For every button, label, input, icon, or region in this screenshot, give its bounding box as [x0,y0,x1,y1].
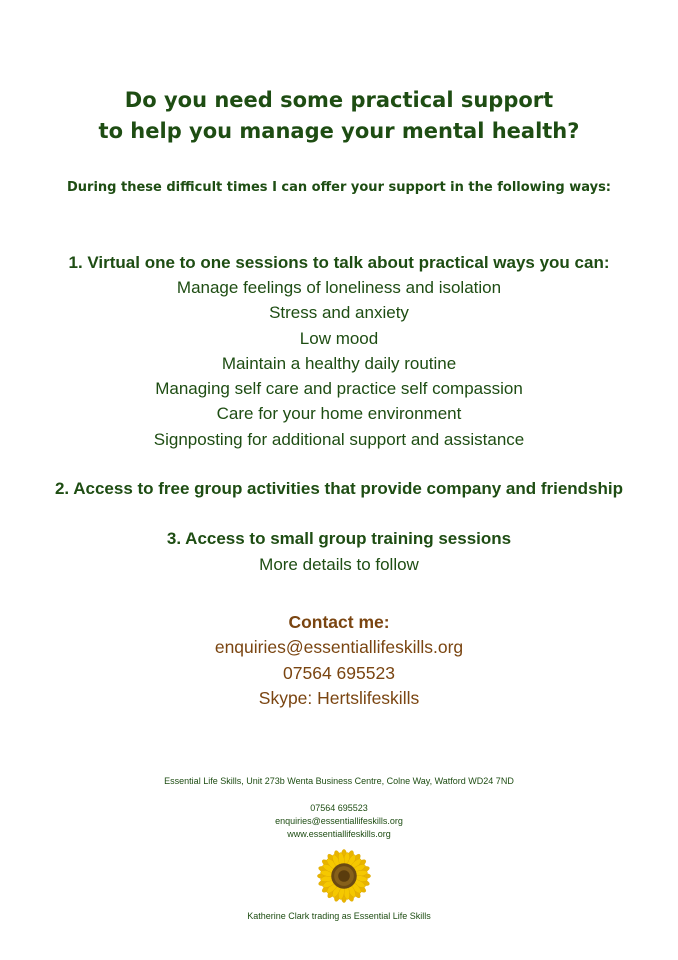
section-1-list [0,275,678,452]
list-item: Maintain a healthy daily routine [221,353,457,373]
intro-text: During these difficult times I can offer your support in the following ways: [66,180,612,195]
list-item: Care for your home environment [216,404,462,424]
section-2-heading: 2. Access to free group activities that provide company and friendship [54,479,624,498]
footer-address: Essential Life Skills, Unit 273b Wenta Business Centre, Colne Way, Watford WD24 7ND [164,776,514,786]
list-item: Low mood [299,328,379,348]
contact-phone[interactable]: 07564 695523 [283,662,395,683]
footer-phone[interactable]: 07564 695523 [310,803,368,813]
section-1-heading: 1. Virtual one to one sessions to talk about practical ways you can: [68,253,610,272]
footer-trading-name: Katherine Clark trading as Essential Life Skills [247,911,431,921]
footer-email[interactable]: enquiries@essentiallifeskills.org [275,816,403,826]
contact-details [0,635,678,712]
contact-email[interactable]: enquiries@essentiallifeskills.org [214,637,464,657]
list-item: Managing self care and practice self compassion [155,379,523,399]
contact-skype: Skype: Hertslifeskills [258,688,420,708]
contact-heading: Contact me: [288,612,390,632]
page-title [0,85,678,147]
title-line-2: to help you manage your mental health? [98,119,580,143]
list-item: Manage feelings of loneliness and isolation [176,278,502,297]
title-line-1: Do you need some practical support [124,88,554,112]
footer-contact [0,802,678,841]
section-3-heading: 3. Access to small group training sessions [166,529,512,548]
list-item: Signposting for additional support and assistance [153,429,525,449]
sunflower-icon [315,847,373,905]
section-3-subtext: More details to follow [259,555,419,574]
list-item: Stress and anxiety [269,303,409,323]
footer-website[interactable]: www.essentiallifeskills.org [287,829,391,839]
